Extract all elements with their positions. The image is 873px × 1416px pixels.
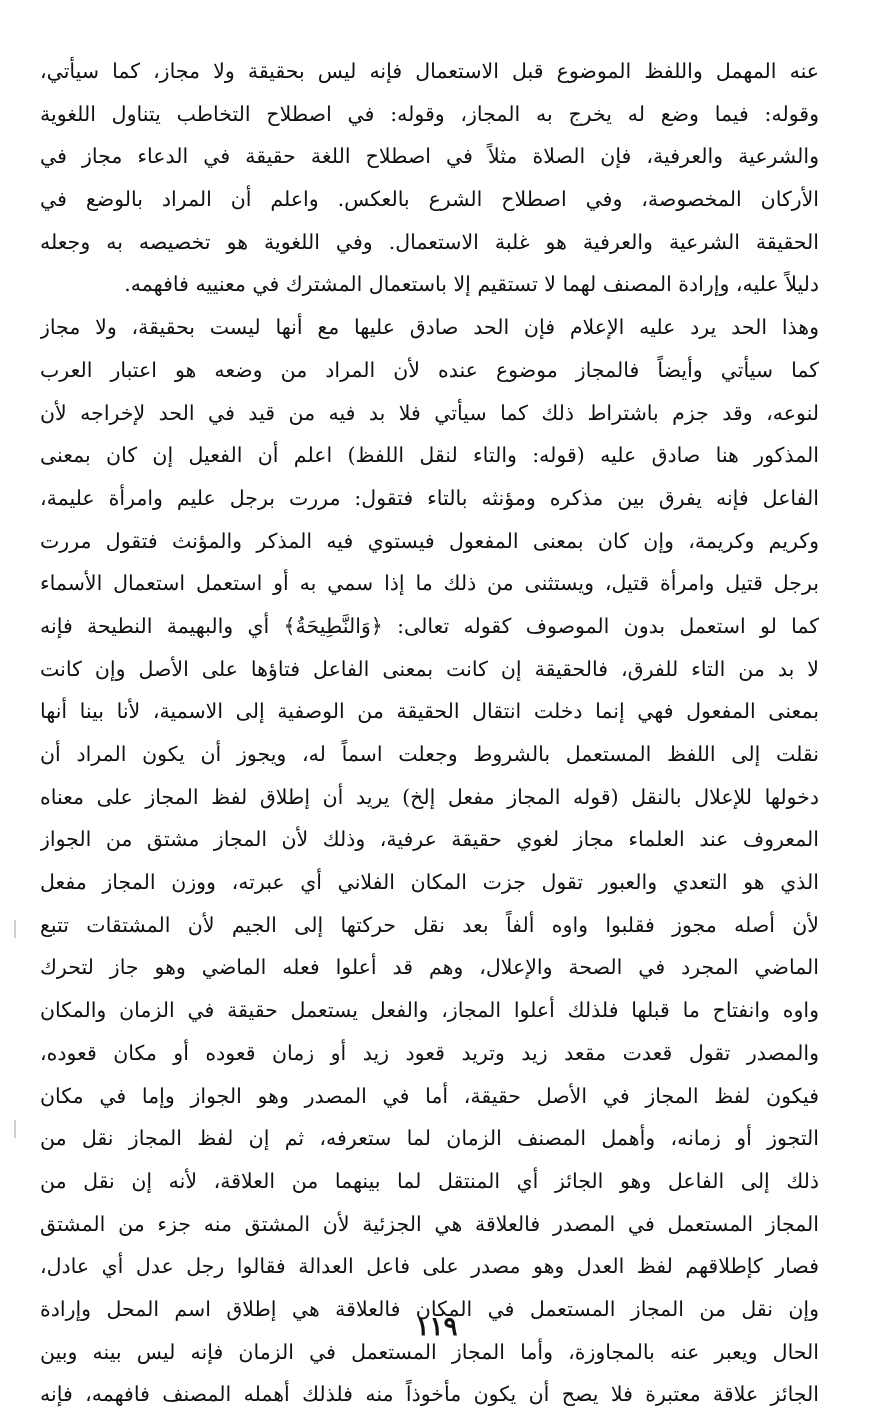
text-line: الماضي المجرد في الصحة والإعلال، وهم قد أعلوا فعله الماضي وهو جاز لتحرك xyxy=(40,955,819,980)
text-line: كما لو استعمل بدون الموصوف كقوله تعالى: ﴿وَالنَّطِيحَةُ﴾ أي والبهيمة النطيحة فإنه xyxy=(40,613,819,638)
text-line: عنه المهمل واللفظ الموضوع قبل الاستعمال فإنه ليس بحقيقة ولا مجاز، كما سيأتي، xyxy=(40,59,819,83)
text-line: لأن أصله مجوز فقلبوا واوه ألفاً بعد نقل حركتها إلى الجيم لأن المشتقات تتبع xyxy=(40,912,819,937)
text-line: وإن نقل من المجاز المستعمل في المكان فالعلاقة هي إطلاق اسم المحل وإرادة xyxy=(40,1296,819,1321)
margin-mark xyxy=(14,920,16,938)
text-line: والمصدر تقول قعدت مقعد زيد وتريد قعود زيد أو زمان قعوده أو مكان قعوده، xyxy=(40,1040,819,1065)
text-line: الجائز علاقة معتبرة فلا يصح أن يكون مأخوذاً منه فلذلك أهمله المصنف فافهمه، فإنه xyxy=(40,1382,819,1407)
text-line: كما سيأتي وأيضاً فالمجاز موضوع عنده لأن المراد من وضعه هو اعتبار العرب xyxy=(40,357,819,382)
text-line: دليلاً عليه، وإرادة المصنف لهما لا تستقيم إلا باستعمال المشترك في معنييه فافهمه. xyxy=(124,272,819,297)
text-line: الأركان المخصوصة، وفي اصطلاح الشرع بالعكس. واعلم أن المراد بالوضع في xyxy=(40,187,819,212)
text-line: لنوعه، وقد جزم باشتراط ذلك كما سيأتي فلا بد فيه من قيد في الحد لإخراجه لأن xyxy=(40,400,819,425)
text-line: وكريم وكريمة، وإن كان بمعنى المفعول فيستوي فيه المذكر والمؤنث فتقول مررت xyxy=(40,528,819,553)
text-line: ذلك إلى الفاعل وهو الجائز أي المنتقل لما بينهما من العلاقة، لأنه إن نقل من xyxy=(40,1168,819,1193)
text-line: الحقيقة الشرعية والعرفية هو غلبة الاستعمال. وفي اللغوية هو تخصيصه به وجعله xyxy=(40,229,819,254)
body-text xyxy=(40,50,819,1416)
text-line: دخولها للإعلال بالنقل (قوله المجاز مفعل إلخ) يريد أن إطلاق لفظ المجاز على معناه xyxy=(40,784,819,809)
text-line: المذكور هنا صادق عليه (قوله: والتاء لنقل اللفظ) اعلم أن الفعيل إن كان بمعنى xyxy=(40,443,819,468)
text-line: واوه وانفتاح ما قبلها فلذلك أعلوا المجاز، والفعل يستعمل حقيقة في الزمان والمكان xyxy=(40,998,819,1023)
page-number: ١١٩ xyxy=(415,1312,458,1342)
text-line: وهذا الحد يرد عليه الإعلام فإن الحد صادق عليها مع أنها ليست بحقيقة، ولا مجاز xyxy=(40,315,819,340)
text-line: نقلت إلى اللفظ المستعمل بالشروط وجعلت اسماً له، ويجوز أن يكون المراد أن xyxy=(40,742,819,766)
text-line: فيكون لفظ المجاز في الأصل حقيقة، أما في المصدر وهو الجواز وإما في مكان xyxy=(40,1083,819,1108)
margin-mark xyxy=(14,1120,16,1138)
text-line: بمعنى المفعول فهي إنما دخلت انتقال الحقيقة من الوصفية إلى الاسمية، لأنا بينا أنها xyxy=(40,699,819,724)
text-line: برجل قتيل وامرأة قتيل، ويستثنى من ذلك ما إذا سمي به أو استعمل استعمال الأسماء xyxy=(40,571,819,596)
text-line: التجوز أو زمانه، وأهمل المصنف الزمان لما ستعرفه، ثم إن لفظ المجاز نقل من xyxy=(40,1126,819,1151)
text-line: والشرعية والعرفية، فإن الصلاة مثلاً في اصطلاح اللغة حقيقة في الدعاء مجاز في xyxy=(40,144,819,169)
text-line: لا بد من التاء للفرق، فالحقيقة إن كانت بمعنى الفاعل فتاؤها على الأصل وإن كانت xyxy=(40,656,819,681)
text-line: المجاز المستعمل في المصدر فالعلاقة هي الجزئية لأن المشتق منه جزء من المشتق xyxy=(40,1211,819,1236)
text-line: فصار كإطلاقهم لفظ العدل وهو مصدر على فاعل العدالة فقالوا رجل عدل أي عادل، xyxy=(40,1254,819,1279)
text-line: الحال ويعبر عنه بالمجاوزة، وأما المجاز المستعمل في الزمان فإنه ليس بينه وبين xyxy=(40,1339,819,1364)
text-line: الذي هو التعدي والعبور تقول جزت المكان الفلاني أي عبرته، ووزن المجاز مفعل xyxy=(40,870,819,895)
text-line: وقوله: فيما وضع له يخرج به المجاز، وقوله: في اصطلاح التخاطب يتناول اللغوية xyxy=(40,101,819,126)
text-line: المعروف عند العلماء مجاز لغوي حقيقة عرفية، وذلك لأن المجاز مشتق من الجواز xyxy=(40,827,819,852)
text-line: الفاعل فإنه يفرق بين مذكره ومؤنثه بالتاء فتقول: مررت برجل عليم وامرأة عليمة، xyxy=(40,485,819,510)
